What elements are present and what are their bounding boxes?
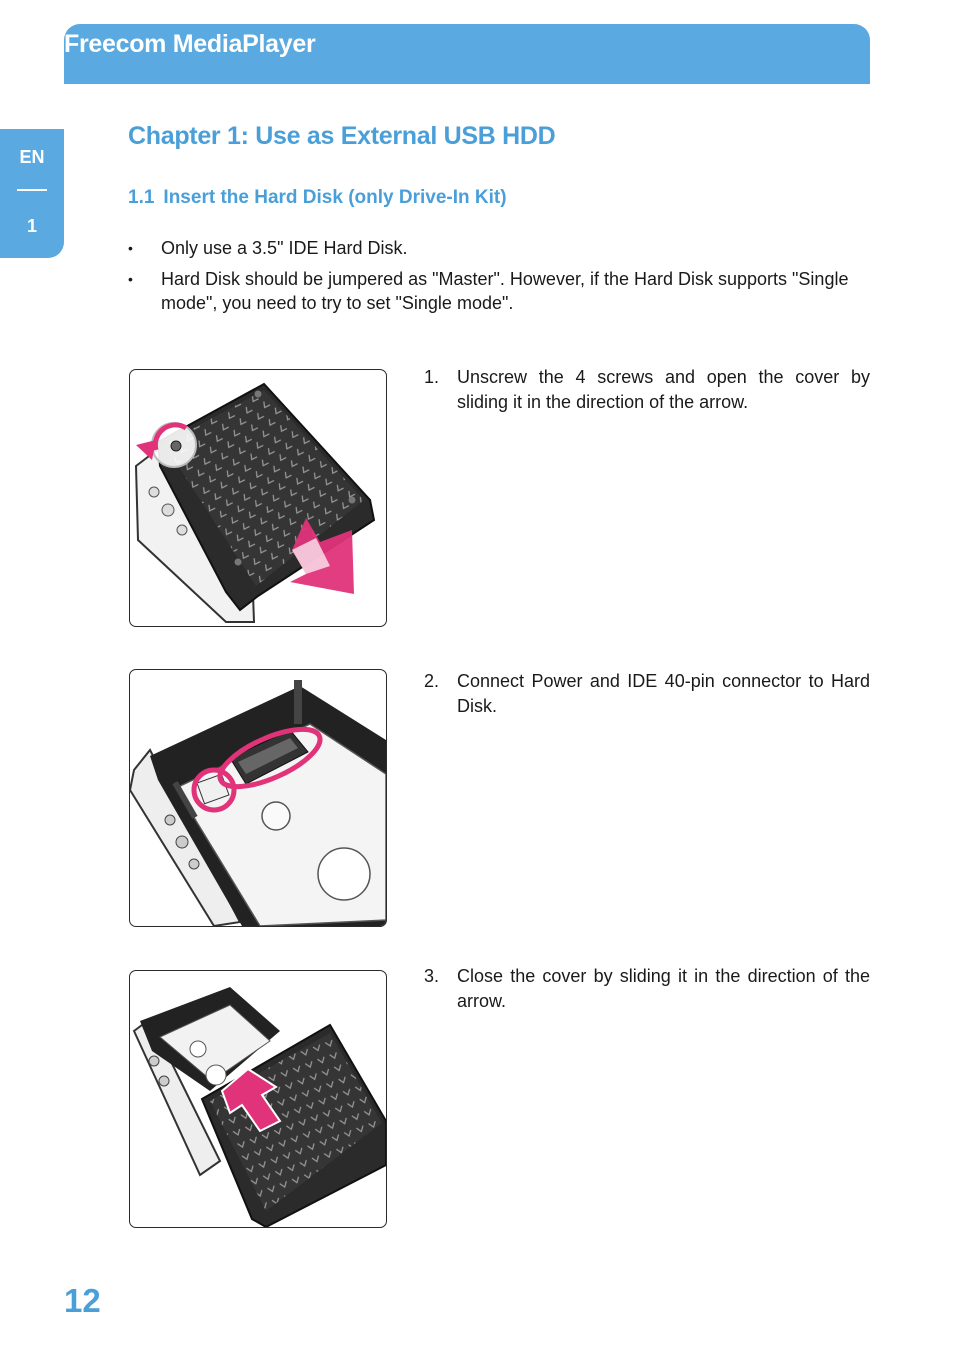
- step-3: [424, 964, 870, 1014]
- figure-connect: [129, 669, 387, 927]
- section-title-text: Insert the Hard Disk (only Drive-In Kit): [163, 187, 507, 208]
- list-item: [128, 267, 872, 315]
- list-item: [128, 236, 872, 260]
- step-text: Connect Power and IDE 40-pin connector to Hard Disk.: [457, 671, 870, 716]
- section-number: 1.1: [128, 187, 155, 208]
- hard-disk-connector-icon: [130, 670, 386, 926]
- figure-close: [129, 970, 387, 1228]
- side-tab: [0, 129, 64, 258]
- step-1: [424, 365, 870, 415]
- page-number: 12: [64, 1282, 101, 1319]
- language-label: EN: [19, 147, 45, 167]
- list-item-text: Hard Disk should be jumpered as "Master". However, if the Hard Disk supports "Single mode", you need to try to set "Single mode".: [161, 269, 849, 313]
- step-2: [424, 669, 870, 719]
- enclosure-close-icon: [130, 971, 386, 1227]
- enclosure-unscrew-icon: [130, 370, 386, 626]
- chapter-title: Chapter 1: Use as External USB HDD: [128, 122, 556, 150]
- side-tab-divider: [17, 189, 47, 191]
- step-text: Unscrew the 4 screws and open the cover by sliding it in the direction of the arrow.: [457, 367, 870, 412]
- step-text: Close the cover by sliding it in the direction of the arrow.: [457, 966, 870, 1011]
- step-number: 2.: [424, 671, 440, 691]
- step-number: 1.: [424, 367, 440, 387]
- bullet-symbol: •: [128, 240, 133, 256]
- bullet-symbol: •: [128, 271, 133, 287]
- header-title: Freecom MediaPlayer: [64, 30, 316, 58]
- requirements-list: [128, 236, 872, 322]
- figure-unscrew: [129, 369, 387, 627]
- step-number: 3.: [424, 966, 440, 986]
- chapter-number: 1: [26, 216, 37, 236]
- section-title: [128, 187, 507, 209]
- list-item-text: Only use a 3.5" IDE Hard Disk.: [161, 238, 408, 258]
